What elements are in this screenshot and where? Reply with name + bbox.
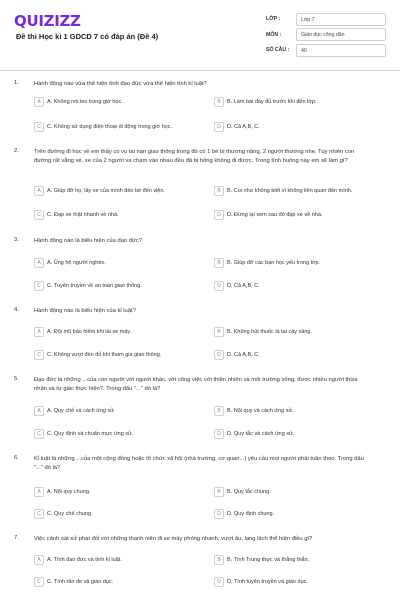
header-divider — [0, 70, 400, 71]
option-letter: A — [34, 487, 44, 497]
option-letter: D — [214, 122, 224, 132]
option-text: D. Quy tắc và cách ứng xử. — [227, 431, 295, 437]
option-d[interactable] — [214, 120, 382, 134]
option-text: B. Nội quy và cách ứng xử. — [227, 408, 294, 414]
option-a[interactable] — [34, 184, 202, 198]
option-b[interactable] — [214, 485, 382, 499]
option-text: A. Không nói leo trong giờ học. — [47, 99, 123, 105]
option-text: D. Cả A,B, C. — [227, 352, 260, 358]
option-letter: B — [214, 97, 224, 107]
meta-value-subject: Giáo dục công dân — [296, 28, 386, 41]
meta-row-count — [266, 43, 386, 57]
option-letter: D — [214, 509, 224, 519]
option-text: C. Không sử dụng điện thoại di động trong giờ học. — [47, 124, 173, 130]
option-text: C. Quy chế chung. — [47, 511, 93, 517]
option-d[interactable] — [214, 279, 382, 293]
option-text: D. Cả A,B, C. — [227, 283, 260, 289]
option-text: D. Đứng lại xem sau đó đạp xe về nhà. — [227, 212, 323, 218]
option-letter: B — [214, 186, 224, 196]
option-d[interactable] — [214, 507, 382, 521]
question-text: Đạo đức là những ...của con người với người khác, với công việc với thiên nhiên và môi trường sống, được nhiều người thừa nhận và tự giác thực hiện?. Trong dấu "..." đó là? — [34, 377, 358, 392]
option-c[interactable] — [34, 120, 202, 134]
question-text: Trên đường đi học về em thấy có vụ tai nạn giao thông trong đó có 1 bé bị thương nặng, 2 người thương nhẹ. Tuy nhiên con đường rất vắng vẻ, xe của 2 người va chạm vào nhau đều đã bị hỏng không đi được. Trong tình huống này em sẽ làm gì? — [34, 149, 355, 164]
option-c[interactable] — [34, 575, 202, 589]
meta-value-class: Lớp 7 — [296, 13, 386, 26]
option-text: C. Tuyên truyền về an toàn giao thông. — [47, 283, 142, 289]
option-text: A. Giúp đỡ họ, lấy xe của mình đèo bé đến viện. — [47, 188, 165, 194]
option-letter: A — [34, 406, 44, 416]
option-d[interactable] — [214, 575, 382, 589]
option-b[interactable] — [214, 325, 382, 339]
option-letter: C — [34, 429, 44, 439]
option-text: B. Tính Trung thực và thẳng thắn. — [227, 557, 310, 563]
option-d[interactable] — [214, 208, 382, 222]
option-text: D. Cả A,B, C. — [227, 124, 260, 130]
option-d[interactable] — [214, 348, 382, 362]
option-b[interactable] — [214, 95, 382, 109]
option-b[interactable] — [214, 256, 382, 270]
option-text: A. Nội quy chung. — [47, 489, 91, 495]
meta-row-subject — [266, 28, 386, 42]
option-text: A. Quy chế và cách ứng xử. — [47, 408, 116, 414]
question-text: Việc cảnh sát xử phạt đối với những thanh niên đi xe máy phóng nhanh, vượt ẩu, lạng lách thể hiện điều gì? — [34, 536, 313, 542]
option-letter: A — [34, 327, 44, 337]
option-a[interactable] — [34, 95, 202, 109]
option-text: B. Quy tắc chung. — [227, 489, 271, 495]
meta-label: LỚP : — [266, 16, 281, 22]
question-text: Hành động nào là biểu hiện của kỉ luật? — [34, 308, 136, 314]
option-text: C. Quy định và chuẩn mực ứng xử. — [47, 431, 134, 437]
option-letter: A — [34, 97, 44, 107]
option-letter: C — [34, 281, 44, 291]
option-d[interactable] — [214, 427, 382, 441]
option-letter: C — [34, 210, 44, 220]
question-text: Hành động nào là biểu hiện của đạo đức? — [34, 238, 142, 244]
question-number: 2. — [14, 148, 19, 154]
option-letter: D — [214, 281, 224, 291]
option-a[interactable] — [34, 404, 202, 418]
option-letter: B — [214, 327, 224, 337]
option-b[interactable] — [214, 184, 382, 198]
option-text: B. Giúp đỡ các bạn học yếu trong lớp. — [227, 260, 321, 266]
option-letter: B — [214, 258, 224, 268]
option-text: A. Ủng hộ người nghèo. — [47, 260, 106, 266]
option-c[interactable] — [34, 427, 202, 441]
option-letter: B — [214, 555, 224, 565]
option-letter: D — [214, 350, 224, 360]
meta-row-class — [266, 12, 386, 26]
page-header — [0, 0, 400, 70]
meta-panel — [266, 12, 386, 59]
option-b[interactable] — [214, 553, 382, 567]
option-text: C. Đạp xe thật nhanh về nhà. — [47, 212, 119, 218]
meta-label: SỐ CÂU : — [266, 47, 290, 53]
option-letter: D — [214, 210, 224, 220]
option-c[interactable] — [34, 507, 202, 521]
option-a[interactable] — [34, 553, 202, 567]
question-number: 7. — [14, 535, 19, 541]
option-letter: A — [34, 258, 44, 268]
question-number: 3. — [14, 237, 19, 243]
question-number: 5. — [14, 376, 19, 382]
question-number: 1. — [14, 80, 19, 86]
option-text: B. Làm bài đầy đủ trước khi đến lớp. — [227, 99, 317, 105]
option-c[interactable] — [34, 348, 202, 362]
option-a[interactable] — [34, 485, 202, 499]
question-number: 6. — [14, 455, 19, 461]
option-a[interactable] — [34, 256, 202, 270]
option-c[interactable] — [34, 208, 202, 222]
page-title: Đề thi Học kì 1 GDCD 7 có đáp án (Đề 4) — [16, 32, 159, 41]
option-text: B. Coi như không biết vì không liên quan đến mình. — [227, 188, 353, 194]
option-text: C. Không vượt đèn đỏ khi tham gia giao thông. — [47, 352, 162, 358]
option-letter: B — [214, 406, 224, 416]
option-letter: D — [214, 429, 224, 439]
option-letter: C — [34, 509, 44, 519]
quizizz-logo: QUIZIZZ — [14, 12, 81, 30]
option-letter: C — [34, 577, 44, 587]
option-text: D. Quy định chung. — [227, 511, 275, 517]
option-c[interactable] — [34, 279, 202, 293]
option-letter: A — [34, 186, 44, 196]
option-letter: C — [34, 350, 44, 360]
option-a[interactable] — [34, 325, 202, 339]
option-letter: B — [214, 487, 224, 497]
option-letter: A — [34, 555, 44, 565]
option-letter: D — [214, 577, 224, 587]
option-letter: C — [34, 122, 44, 132]
option-text: D. Tính tuyên truyền và giáo dục. — [227, 579, 308, 585]
question-text: Hành động nào vừa thể hiện tính đạo đức vừa thể hiện tính kỉ luật? — [34, 81, 207, 87]
option-b[interactable] — [214, 404, 382, 418]
question-text: Kỉ luật là những ...của một cộng đồng hoặc tổ chức xã hội (nhà trường, cơ quan...) yêu cầu mọi người phải tuân theo. Trong dấu "..." đó là? — [34, 456, 364, 471]
meta-label: MÔN : — [266, 31, 282, 38]
option-text: C. Tính răn đe và giáo dục. — [47, 579, 114, 585]
question-number: 4. — [14, 307, 19, 313]
option-text: A. Tính đạo đức và tính kỉ luật. — [47, 557, 122, 563]
option-text: B. Không hút thuốc lá tại cây xăng. — [227, 329, 313, 335]
meta-value-count: 40 — [296, 44, 386, 57]
option-text: A. Đội mũ bảo hiểm khi lái xe máy. — [47, 329, 132, 335]
